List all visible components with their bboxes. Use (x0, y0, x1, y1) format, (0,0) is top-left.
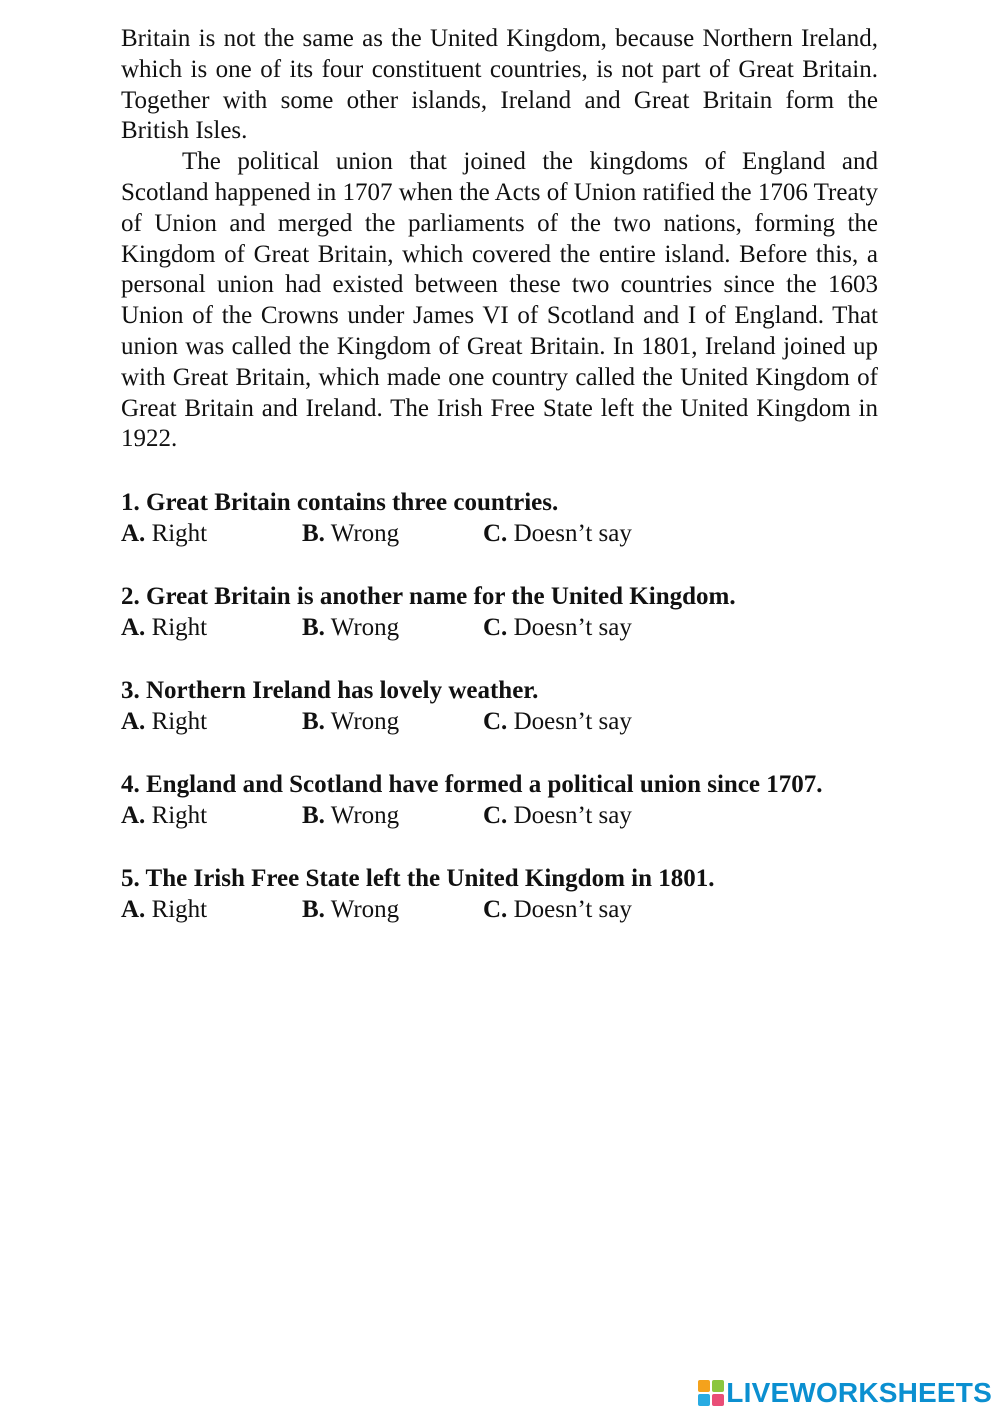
liveworksheets-branding (698, 1377, 992, 1409)
question-text: 2. Great Britain is another name for the United Kingdom. (121, 583, 736, 611)
question-5 (121, 863, 878, 925)
option-letter: C. (483, 896, 508, 924)
option-label: Right (151, 614, 208, 642)
option-letter: A. (121, 708, 146, 736)
option-letter: C. (483, 708, 508, 736)
question-text: 3. Northern Ireland has lovely weather. (121, 677, 539, 705)
option-a[interactable] (121, 612, 302, 643)
answer-options (121, 612, 878, 643)
option-label: Doesn’t say (513, 520, 632, 548)
option-label: Right (151, 520, 208, 548)
worksheet-content (121, 24, 878, 957)
option-label: Wrong (330, 802, 400, 830)
option-a[interactable] (121, 518, 302, 549)
question-list (121, 487, 878, 925)
option-label: Doesn’t say (513, 614, 632, 642)
question-text: 1. Great Britain contains three countries. (121, 489, 559, 517)
option-letter: A. (121, 520, 146, 548)
question-text: 5. The Irish Free State left the United Kingdom in 1801. (121, 865, 715, 893)
option-letter: C. (483, 802, 508, 830)
option-label: Wrong (330, 896, 400, 924)
option-letter: A. (121, 896, 146, 924)
option-letter: A. (121, 802, 146, 830)
option-c[interactable] (483, 894, 632, 925)
option-label: Right (151, 802, 208, 830)
option-b[interactable] (302, 518, 483, 549)
option-c[interactable] (483, 706, 632, 737)
option-label: Doesn’t say (513, 896, 632, 924)
answer-options (121, 518, 878, 549)
question-4 (121, 769, 878, 831)
option-letter: B. (302, 614, 325, 642)
option-label: Doesn’t say (513, 802, 632, 830)
option-label: Right (151, 896, 208, 924)
option-a[interactable] (121, 800, 302, 831)
liveworksheets-logo-icon (698, 1380, 724, 1406)
question-3 (121, 675, 878, 737)
question-1 (121, 487, 878, 549)
option-label: Wrong (330, 708, 400, 736)
passage-paragraph-2: The political union that joined the kingdoms of England and Scotland happened in 1707 when the Acts of Union ratified the 1706 Treaty of Union and merged the parliaments of the two nations, forming the Kingdom of Great Britain, which covered the entire island. Before this, a personal union had existed between these two countries since the 1603 Union of the Crowns under James VI of Scotland and I of England. That union was called the Kingdom of Great Britain. In 1801, Ireland joined up with Great Britain, which made one country called the United Kingdom of Great Britain and Ireland. The Irish Free State left the United Kingdom in 1922. (121, 148, 878, 453)
answer-options (121, 800, 878, 831)
answer-options (121, 894, 878, 925)
brand-name: LIVEWORKSHEETS (726, 1377, 992, 1408)
passage-paragraph-1: Britain is not the same as the United Kingdom, because Northern Ireland, which is one of its four constituent countries, is not part of Great Britain. Together with some other islands, Ireland and Great Britain form the British Isles. (121, 25, 878, 145)
option-c[interactable] (483, 800, 632, 831)
option-letter: B. (302, 802, 325, 830)
option-a[interactable] (121, 894, 302, 925)
option-c[interactable] (483, 518, 632, 549)
question-2 (121, 581, 878, 643)
option-letter: C. (483, 614, 508, 642)
option-letter: C. (483, 520, 508, 548)
option-c[interactable] (483, 612, 632, 643)
option-b[interactable] (302, 706, 483, 737)
option-label: Wrong (330, 520, 400, 548)
option-letter: A. (121, 614, 146, 642)
option-letter: B. (302, 520, 325, 548)
option-label: Doesn’t say (513, 708, 632, 736)
option-letter: B. (302, 708, 325, 736)
answer-options (121, 706, 878, 737)
option-letter: B. (302, 896, 325, 924)
option-b[interactable] (302, 612, 483, 643)
option-b[interactable] (302, 894, 483, 925)
option-a[interactable] (121, 706, 302, 737)
option-label: Right (151, 708, 208, 736)
option-label: Wrong (330, 614, 400, 642)
question-text: 4. England and Scotland have formed a political union since 1707. (121, 771, 823, 799)
option-b[interactable] (302, 800, 483, 831)
